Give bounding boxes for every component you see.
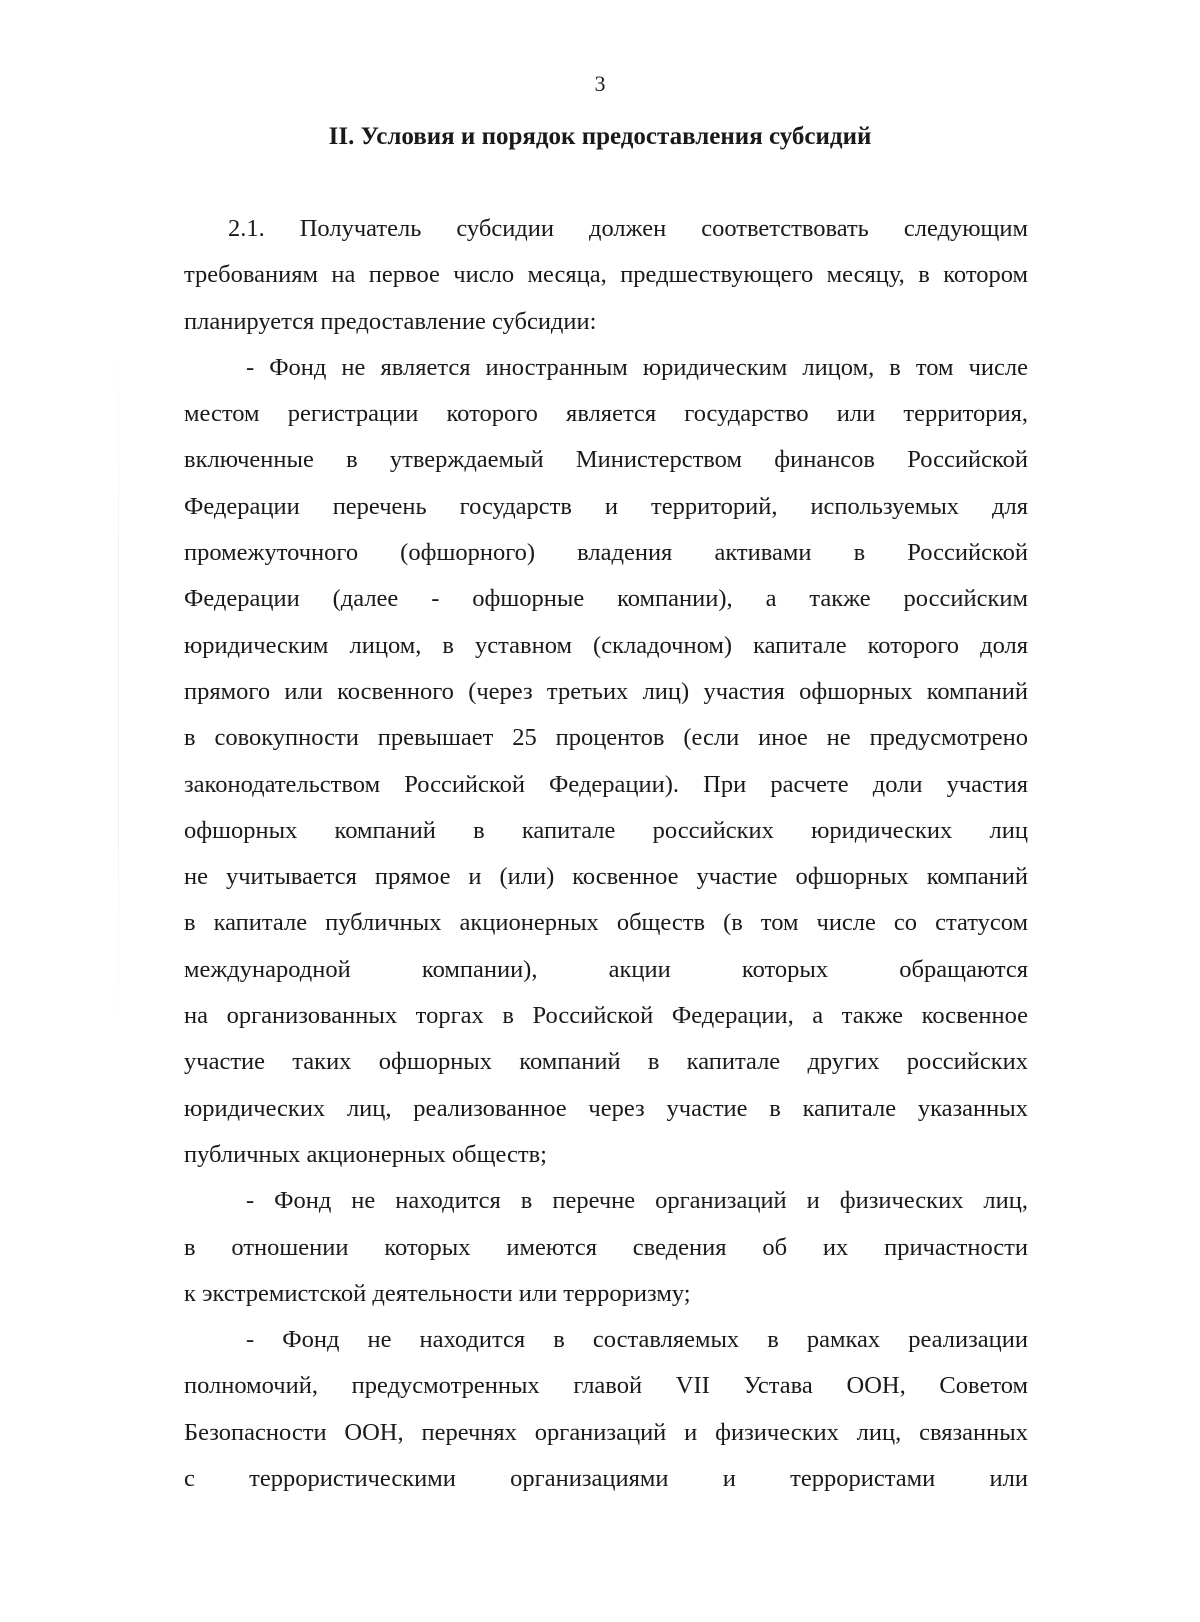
text-line: 2.1. Получатель субсидии должен соответствовать следующим bbox=[228, 215, 1028, 242]
text-line: с террористическими организациями и террористами или bbox=[184, 1465, 1028, 1493]
text-line: полномочий, предусмотренных главой VII Устава ООН, Советом bbox=[184, 1372, 1028, 1400]
text-line: Федерации (далее - офшорные компании), а также российским bbox=[184, 585, 1028, 613]
text-line: местом регистрации которого является государство или территория, bbox=[184, 400, 1028, 428]
paragraph-extremism-condition bbox=[184, 1178, 1028, 1317]
text-line: офшорных компаний в капитале российских юридических лиц bbox=[184, 816, 1028, 844]
paragraph-2-1 bbox=[184, 206, 1028, 345]
text-line: промежуточного (офшорного) владения активами в Российской bbox=[184, 539, 1028, 567]
paragraph-un-sanctions-condition bbox=[184, 1317, 1028, 1502]
document-body bbox=[184, 206, 1028, 1502]
paragraph-offshore-condition bbox=[184, 345, 1028, 1178]
text-line: публичных акционерных обществ; bbox=[184, 1140, 547, 1168]
text-line: законодательством Российской Федерации). При расчете доли участия bbox=[184, 770, 1028, 798]
text-line: юридическим лицом, в уставном (складочном) капитале которого доля bbox=[184, 631, 1028, 659]
text-line: к экстремистской деятельности или терроризму; bbox=[184, 1279, 691, 1307]
text-line: планируется предоставление субсидии: bbox=[184, 307, 597, 335]
text-line: Безопасности ООН, перечнях организаций и физических лиц, связанных bbox=[184, 1418, 1028, 1446]
text-line: участие таких офшорных компаний в капитале других российских bbox=[184, 1048, 1028, 1076]
page-number: 3 bbox=[594, 71, 606, 96]
text-line: не учитывается прямое и (или) косвенное участие офшорных компаний bbox=[184, 863, 1028, 891]
section-title: II. Условия и порядок предоставления субсидий bbox=[328, 123, 872, 150]
text-line: включенные в утверждаемый Министерством финансов Российской bbox=[184, 446, 1028, 474]
text-line: Федерации перечень государств и территорий, используемых для bbox=[184, 492, 1028, 520]
text-line: прямого или косвенного (через третьих лиц) участия офшорных компаний bbox=[184, 677, 1028, 705]
text-line: в отношении которых имеются сведения об их причастности bbox=[184, 1233, 1028, 1261]
text-line: на организованных торгах в Российской Федерации, а также косвенное bbox=[184, 1002, 1028, 1030]
text-line: в совокупности превышает 25 процентов (если иное не предусмотрено bbox=[184, 724, 1028, 752]
text-line: международной компании), акции которых обращаются bbox=[184, 955, 1028, 983]
text-line: - Фонд не находится в перечне организаций и физических лиц, bbox=[246, 1187, 1028, 1215]
text-line: в капитале публичных акционерных обществ (в том числе со статусом bbox=[184, 909, 1028, 937]
text-line: - Фонд не находится в составляемых в рамках реализации bbox=[246, 1326, 1028, 1354]
text-line: требованиям на первое число месяца, предшествующего месяцу, в котором bbox=[184, 261, 1028, 289]
text-line: юридических лиц, реализованное через участие в капитале указанных bbox=[184, 1094, 1028, 1122]
text-line: - Фонд не является иностранным юридическим лицом, в том числе bbox=[246, 353, 1028, 381]
scan-margin-shadow bbox=[118, 320, 119, 1060]
